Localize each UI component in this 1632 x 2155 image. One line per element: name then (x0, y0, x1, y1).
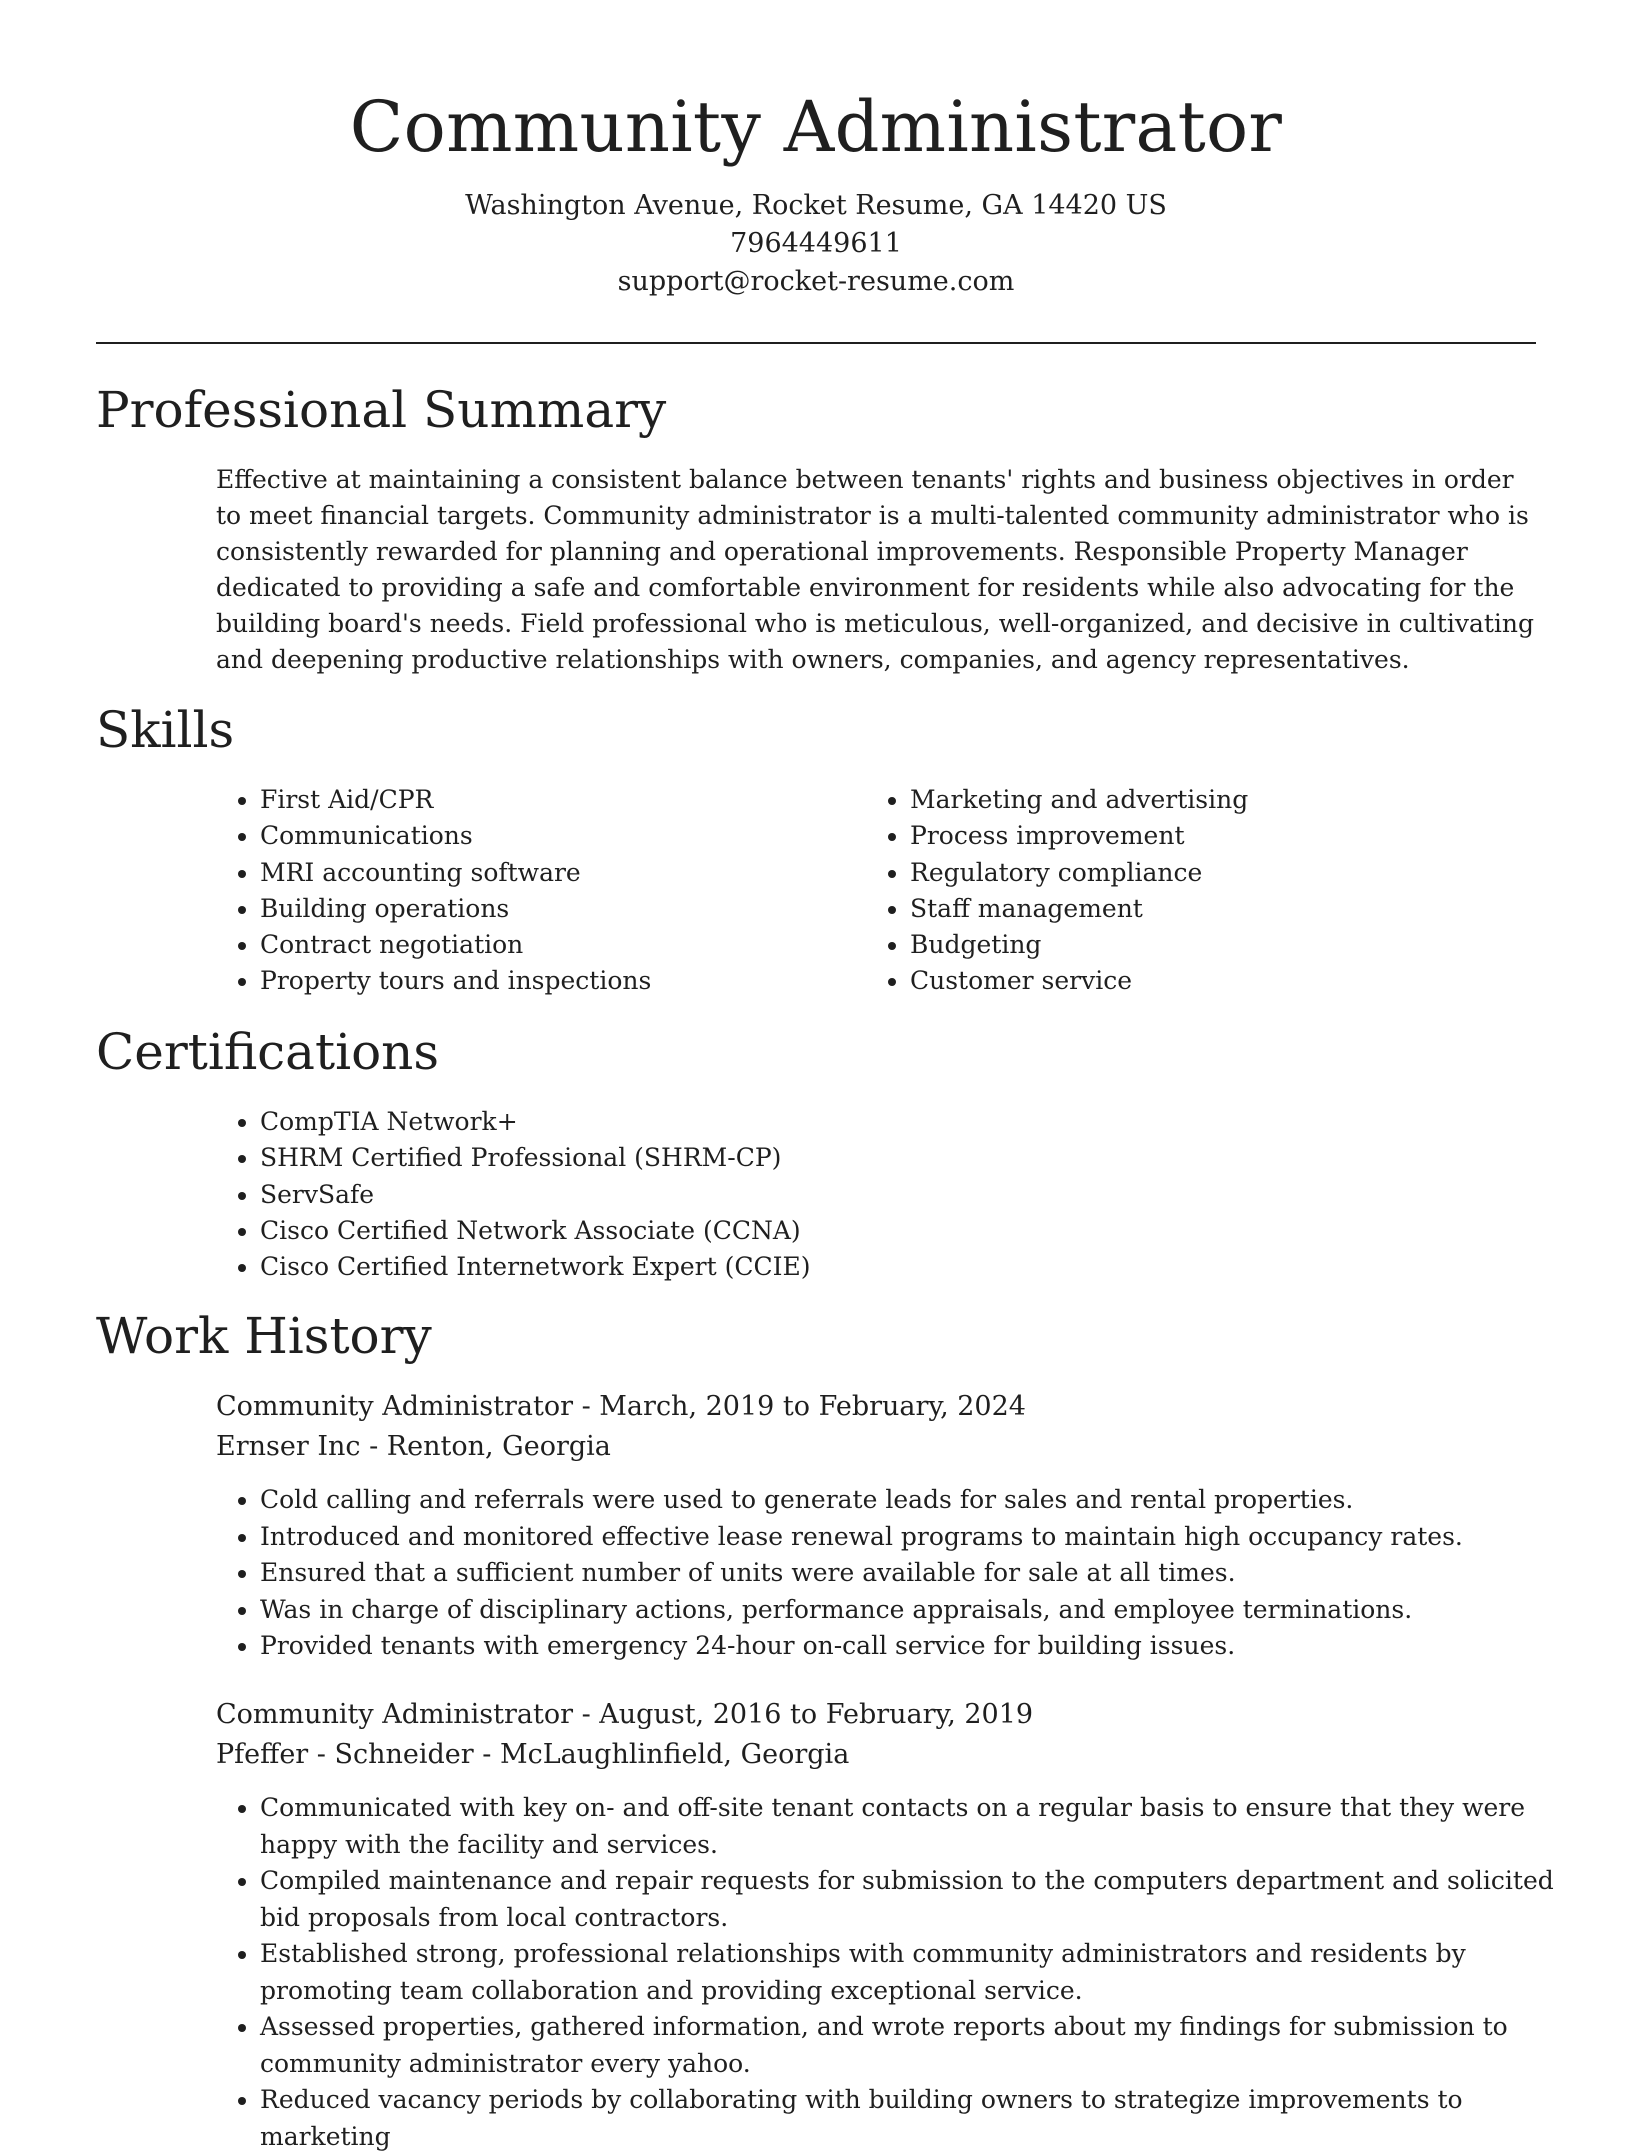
list-item: • Cisco Certified Network Associate (CCNA) (260, 1213, 1316, 1249)
job-responsibilities (216, 1482, 1556, 1665)
work-history-heading: Work History (96, 1307, 432, 1365)
job-company: Pfeffer - Schneider (216, 1739, 474, 1770)
job-company-line (216, 1428, 611, 1466)
list-item: • Customer service (910, 963, 1506, 999)
job-dates: - March, 2019 to February, 2024 (573, 1391, 1026, 1422)
responsibilities-list (216, 1790, 1556, 2155)
list-item: • Introduced and monitored effective lease renewal programs to maintain high occupancy rates. (260, 1519, 1556, 1556)
list-item: • Cold calling and referrals were used to generate leads for sales and rental properties. (260, 1482, 1556, 1519)
list-item: • Was in charge of disciplinary actions, performance appraisals, and employee terminations. (260, 1592, 1556, 1629)
job-title-line (216, 1696, 1033, 1734)
list-item: • Provided tenants with emergency 24-hour on-call service for building issues. (260, 1628, 1556, 1665)
job-responsibilities (216, 1790, 1556, 2155)
list-item: • ServSafe (260, 1177, 1316, 1213)
skills-list-right (866, 782, 1506, 1000)
list-item: • Building operations (260, 891, 816, 927)
resume-header (0, 78, 1632, 301)
list-item: • Cisco Certified Internetwork Expert (CCIE) (260, 1249, 1316, 1285)
list-item: • Marketing and advertising (910, 782, 1506, 818)
job-company: Ernser Inc (216, 1431, 361, 1462)
list-item: • MRI accounting software (260, 855, 816, 891)
list-item: • Compiled maintenance and repair requests for submission to the computers department and solicited bid proposals from local contractors. (260, 1863, 1556, 1936)
list-item: • Contract negotiation (260, 927, 816, 963)
job-title-line (216, 1388, 1026, 1426)
list-item: • Communicated with key on- and off-site tenant contacts on a regular basis to ensure that they were happy with the facility and services. (260, 1790, 1556, 1863)
skills-column-left (216, 782, 816, 1000)
list-item: • Communications (260, 818, 816, 854)
summary-heading: Professional Summary (96, 381, 667, 439)
list-item: • SHRM Certified Professional (SHRM-CP) (260, 1140, 1316, 1176)
list-item: • Assessed properties, gathered information, and wrote reports about my findings for submission to community administrator every yahoo. (260, 2009, 1556, 2082)
list-item: • Process improvement (910, 818, 1506, 854)
header-divider (96, 342, 1536, 344)
job-location: - McLaughlinfield, Georgia (473, 1739, 850, 1770)
certifications-list (216, 1104, 1316, 1285)
list-item: • Regulatory compliance (910, 855, 1506, 891)
list-item: • Established strong, professional relationships with community administrators and residents by promoting team collaboration and providing exceptional service. (260, 1936, 1556, 2009)
list-item: • Budgeting (910, 927, 1506, 963)
skills-column-right (866, 782, 1506, 1000)
skills-heading: Skills (96, 701, 235, 759)
phone-number: 7964449611 (730, 228, 902, 259)
contact-info (0, 187, 1632, 301)
summary-text: Effective at maintaining a consistent balance between tenants' rights and business objectives in order to meet financial targets. Community administrator is a multi-talented community administrator who is consistently rewarded for planning and operational improvements. Responsible Property Manager dedicated to providing a safe and comfortable environment for residents while also advocating for the building board's needs. Field professional who is meticulous, well-organized, and decisive in cultivating and deepening productive relationships with owners, companies, and agency representatives. (216, 465, 1535, 674)
list-item: • First Aid/CPR (260, 782, 816, 818)
list-item: • Reduced vacancy periods by collaborating with building owners to strategize improvements to marketing (260, 2082, 1556, 2155)
certifications-list-wrap (216, 1104, 1316, 1285)
job-dates: - August, 2016 to February, 2019 (573, 1699, 1034, 1730)
job-location: - Renton, Georgia (360, 1431, 611, 1462)
list-item: • CompTIA Network+ (260, 1104, 1316, 1140)
list-item: • Ensured that a sufficient number of units were available for sale at all times. (260, 1555, 1556, 1592)
list-item: • Property tours and inspections (260, 963, 816, 999)
list-item: • Staff management (910, 891, 1506, 927)
address: Washington Avenue, Rocket Resume, GA 14420 US (465, 190, 1167, 221)
skills-list-left (216, 782, 816, 1000)
responsibilities-list (216, 1482, 1556, 1665)
job-title: Community Administrator (216, 1699, 573, 1730)
certifications-heading: Certifications (96, 1023, 440, 1081)
job-company-line (216, 1736, 849, 1774)
candidate-name: Community Administrator (349, 86, 1283, 168)
job-title: Community Administrator (216, 1391, 573, 1422)
email-address: support@rocket-resume.com (617, 266, 1015, 297)
